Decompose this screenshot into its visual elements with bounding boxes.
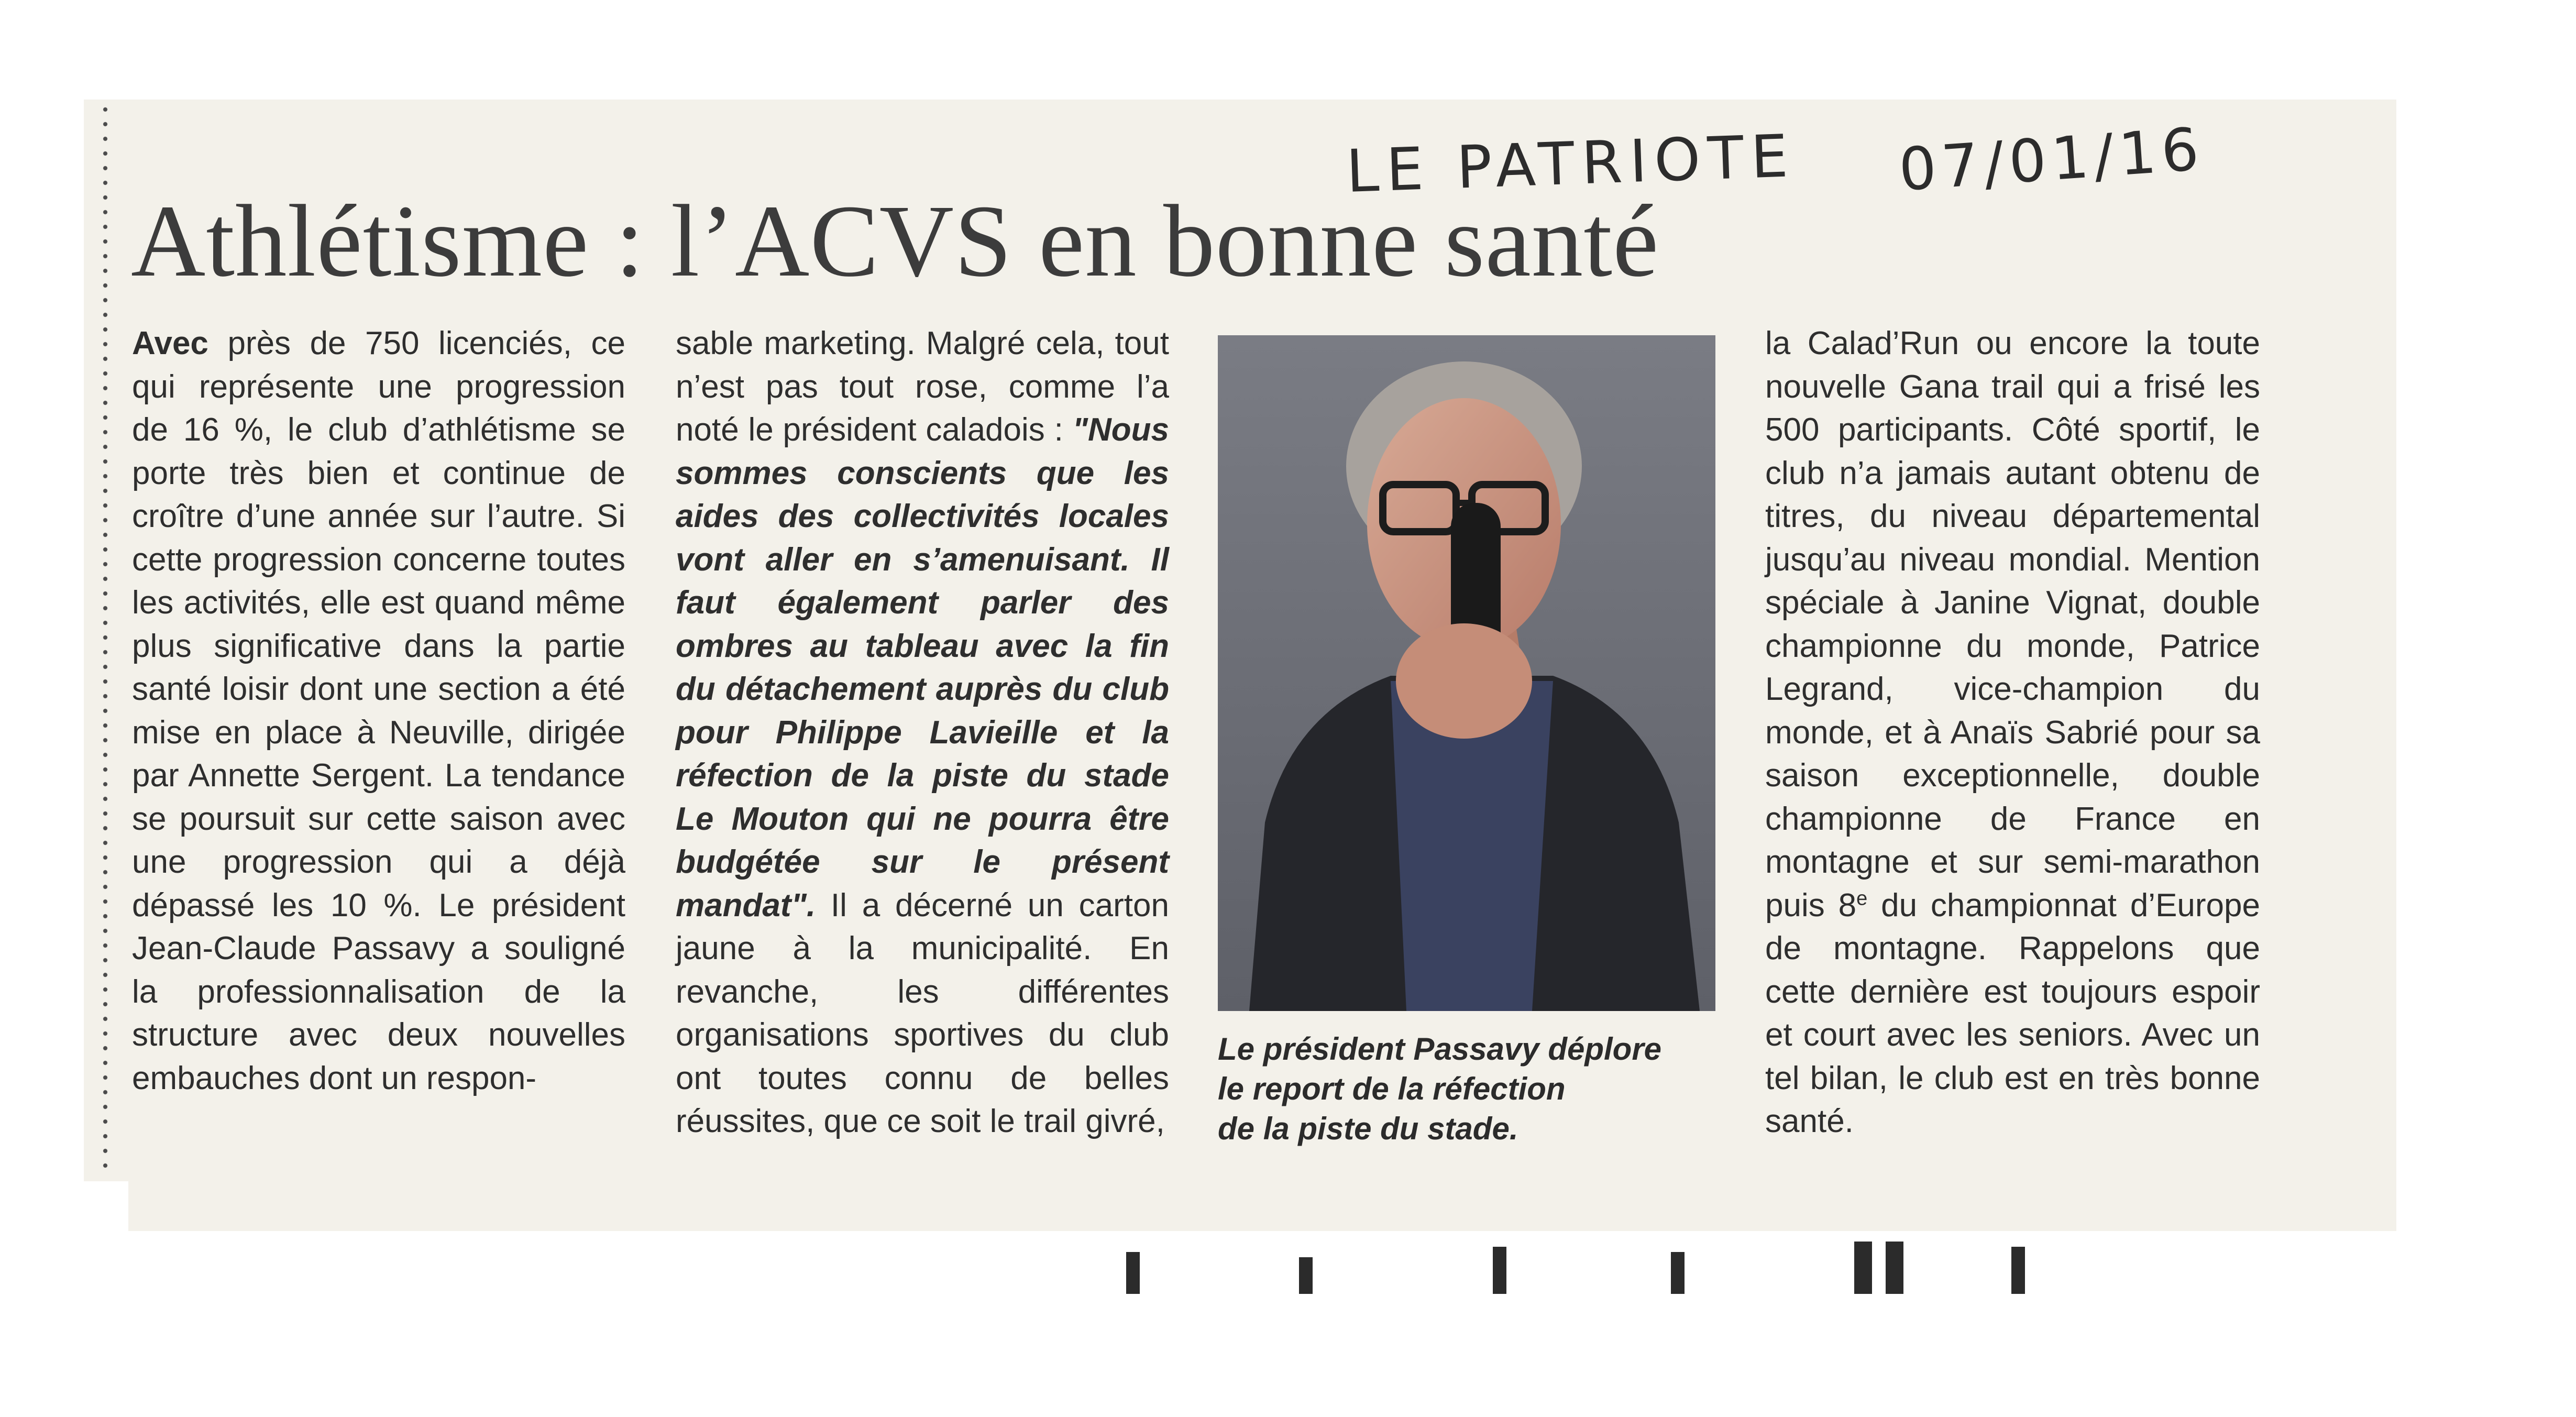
photo-caption xyxy=(1218,1029,1715,1149)
caption-line: de la piste du stade. xyxy=(1218,1111,1518,1146)
ordinal-superscript: e xyxy=(1856,887,1868,909)
column-2-outro: Il a décerné un carton jaune à la municipalité. En revanche, les différentes organisations sportives du club ont toutes connu de belles réussites, que ce soit le trail givré, xyxy=(676,887,1169,1139)
column-1-text: près de 750 licenciés, ce qui représente une progression de 16 %, le club d’athlétisme se porte très bien et continue de croître d’une année sur l’autre. Si cette progression concerne toutes les activités, elle est quand même plus significative dans la partie santé loisir dont une section a été mise en place à Neuville, dirigée par Annette Sergent. La tendance se poursuit sur cette saison avec une progression qui a déjà dépassé les 10 %. Le président Jean-Claude Passavy a souligné la professionnalisation de la structure avec deux nouvelles embauches dont un respon- xyxy=(132,325,625,1096)
article-column-4 xyxy=(1765,322,2260,1144)
article-column-2 xyxy=(676,322,1169,1144)
article-headline: Athlétisme : l’ACVS en bonne santé xyxy=(131,183,1659,298)
article-photo xyxy=(1218,335,1715,1011)
handwritten-date: 07/01/16 xyxy=(1897,115,2206,205)
column-1-paragraph xyxy=(132,322,625,1100)
column-4-paragraph xyxy=(1765,322,2260,1144)
perforation-edge xyxy=(103,102,108,1171)
handwritten-source: LE PATRIOTE xyxy=(1345,122,1797,206)
article-column-1 xyxy=(132,322,625,1100)
column-4-text-b: du championnat d’Europe de montagne. Rappelons que cette dernière est toujours espoir et court avec les seniors. Avec un tel bilan, le club est en très bonne santé. xyxy=(1765,887,2260,1139)
caption-line: Le président Passavy déplore xyxy=(1218,1031,1662,1067)
column-2-paragraph xyxy=(676,322,1169,1144)
caption-line: le report de la réfection xyxy=(1218,1071,1566,1106)
bleed-through-next-headline xyxy=(1126,1236,2043,1283)
clipping-cut-corner xyxy=(84,1181,128,1231)
column-2-intro: sable marketing. Malgré cela, tout n’est pas tout rose, comme l’a noté le président caladois : xyxy=(676,325,1169,448)
column-4-text-a: la Calad’Run ou encore la toute nouvelle Gana trail qui a frisé les 500 participants. Côté sportif, le club n’a jamais autant obtenu de titres, du niveau départemental jusqu’au niveau mondial. Mention spéciale à Janine Vignat, double championne du monde, Patrice Legrand, vice-champion du monde, et à Anaïs Sabrié pour sa saison exceptionnelle, double championne de France en montagne et sur semi-marathon puis 8 xyxy=(1765,325,2260,924)
president-quote: "Nous sommes conscients que les aides des collectivités locales vont aller en s’amenuisant. Il faut également parler des ombres au tableau avec la fin du détachement auprès du club pour Philippe Lavieille et la réfection de la piste du stade Le Mouton qui ne pourra être budgétée sur le présent mandat". xyxy=(676,412,1169,924)
lead-word: Avec xyxy=(132,325,208,361)
president-portrait-image xyxy=(1218,335,1715,1011)
